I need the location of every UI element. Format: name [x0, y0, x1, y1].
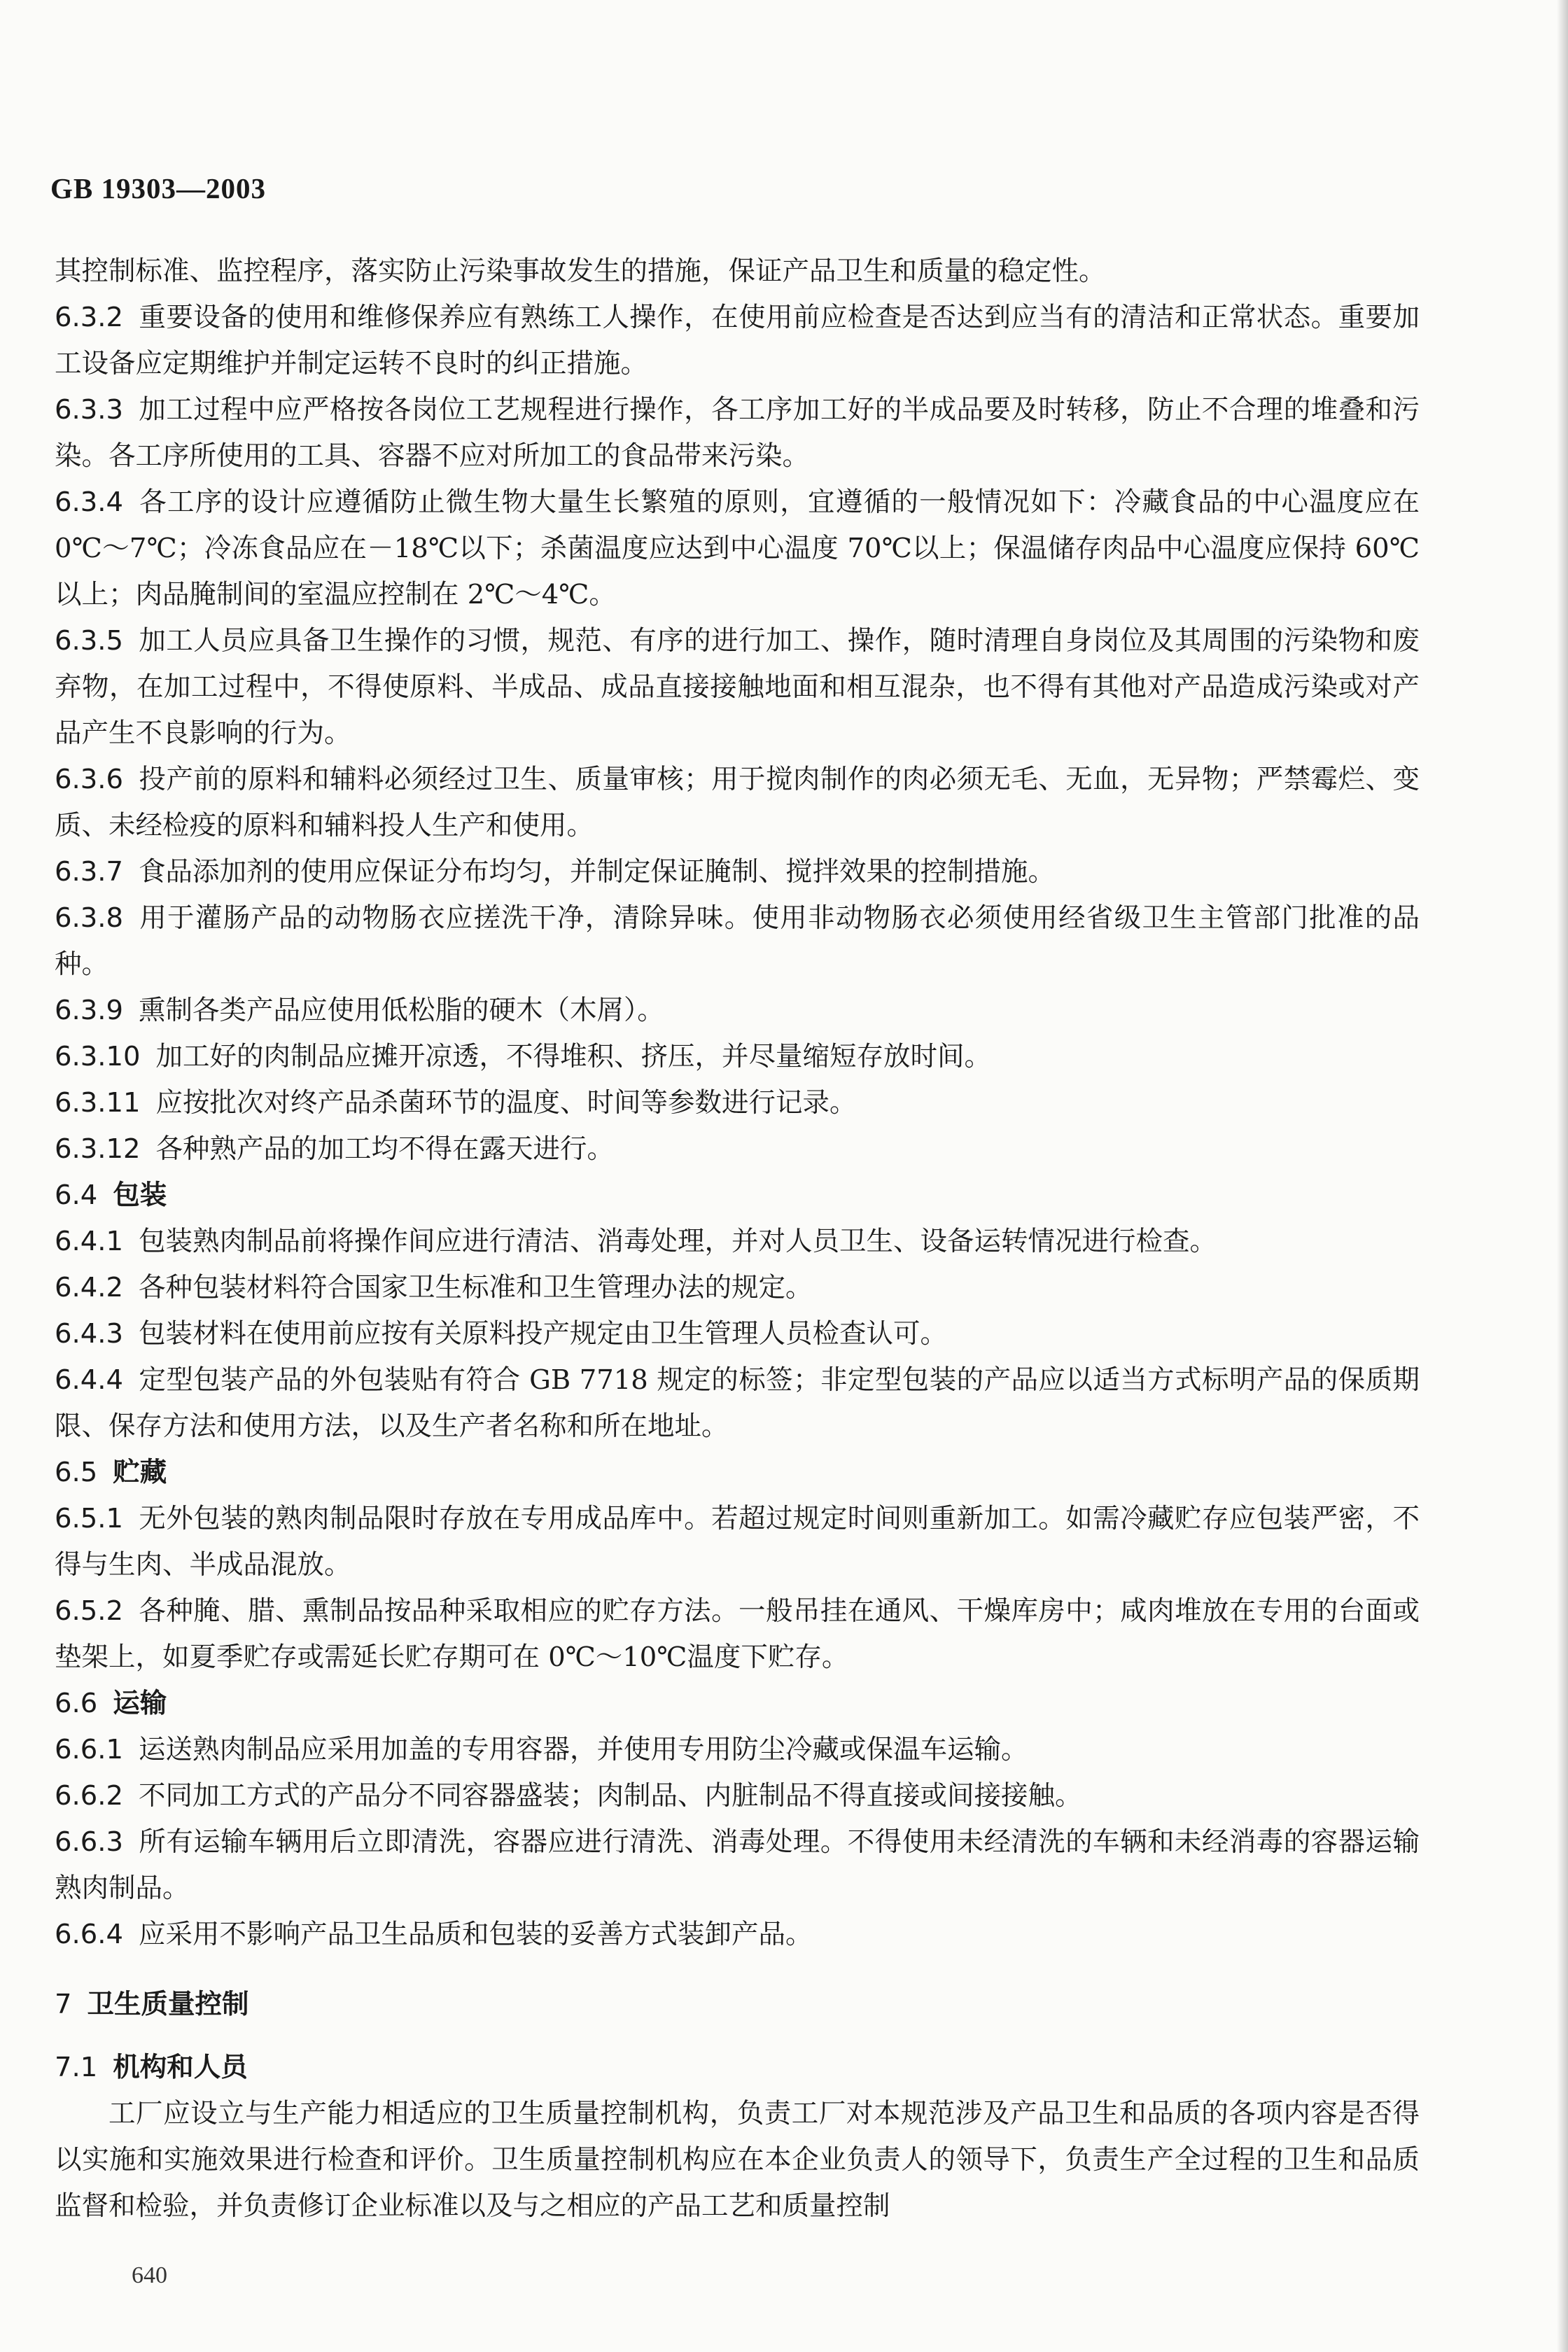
- clause-number: 6.3.12: [55, 1133, 141, 1165]
- clause-paragraph: [55, 618, 1420, 757]
- clause-number: 7.1: [55, 2052, 98, 2083]
- clause-number: 6.6.2: [55, 1780, 123, 1812]
- clause-text: 包装熟肉制品前将操作间应进行清洁、消毒处理，并对人员卫生、设备运转情况进行检查。: [138, 1226, 1217, 1257]
- clause-text: 不同加工方式的产品分不同容器盛装；肉制品、内脏制品不得直接或间接接触。: [138, 1780, 1082, 1812]
- clause-text: 用于灌肠产品的动物肠衣应搓洗干净，清除异味。使用非动物肠衣必须使用经省级卫生主管部门批准的品种。: [55, 902, 1420, 980]
- clause-number: 6.4: [55, 1180, 98, 1211]
- clause-number: 6.6.1: [55, 1734, 123, 1765]
- section-heading: [55, 1172, 1420, 1219]
- clause-paragraph: [55, 479, 1420, 618]
- clause-text: 包装材料在使用前应按有关原料投产规定由卫生管理人员检查认可。: [138, 1318, 947, 1350]
- clause-number: 6.3.7: [55, 856, 123, 888]
- clause-number: 6.3.10: [55, 1041, 141, 1072]
- clause-paragraph: [55, 1727, 1420, 1773]
- clause-number: 6.3.4: [55, 486, 123, 518]
- clause-text: 运送熟肉制品应采用加盖的专用容器，并使用专用防尘冷藏或保温车运输。: [138, 1734, 1028, 1765]
- clause-paragraph: [55, 988, 1420, 1034]
- clause-number: 6.6.3: [55, 1826, 123, 1858]
- clause-paragraph: [55, 1265, 1420, 1311]
- clause-text: 各种包装材料符合国家卫生标准和卫生管理办法的规定。: [138, 1272, 813, 1303]
- clause-paragraph: [55, 757, 1420, 849]
- clause-text: 包装: [113, 1180, 167, 1211]
- clause-text: 重要设备的使用和维修保养应有熟练工人操作，在使用前应检查是否达到应当有的清洁和正常状态。重要加工设备应定期维护并制定运转不良时的纠正措施。: [55, 302, 1420, 379]
- clause-text: 贮藏: [113, 1457, 167, 1488]
- clause-number: 6.4.2: [55, 1272, 123, 1303]
- body-paragraph: [55, 2091, 1420, 2230]
- clause-text: 运输: [113, 1688, 167, 1719]
- clause-text: 投产前的原料和辅料必须经过卫生、质量审核；用于搅肉制作的肉必须无毛、无血，无异物；严禁霉烂、变质、未经检疫的原料和辅料投人生产和使用。: [55, 764, 1420, 841]
- clause-number: 6.6.4: [55, 1919, 123, 1950]
- section-heading: [55, 1450, 1420, 1496]
- clause-number: 6.4.1: [55, 1226, 123, 1257]
- clause-number: 6.4.3: [55, 1318, 123, 1350]
- clause-text: 熏制各类产品应使用低松脂的硬木（木屑）。: [138, 995, 664, 1026]
- clause-number: 6.4.4: [55, 1364, 123, 1396]
- clause-text: 加工过程中应严格按各岗位工艺规程进行操作，各工序加工好的半成品要及时转移，防止不合理的堆叠和污染。各工序所使用的工具、容器不应对所加工的食品带来污染。: [55, 394, 1420, 472]
- clause-number: 7: [55, 1989, 72, 2020]
- clause-paragraph: [55, 1496, 1420, 1588]
- clause-number: 6.3.6: [55, 764, 123, 795]
- clause-paragraph: [55, 1080, 1420, 1126]
- clause-text: 定型包装产品的外包装贴有符合 GB 7718 规定的标签；非定型包装的产品应以适当方式标明产品的保质期限、保存方法和使用方法，以及生产者名称和所在地址。: [55, 1364, 1420, 1442]
- clause-paragraph: [55, 295, 1420, 387]
- clause-text: 卫生质量控制: [87, 1989, 249, 2020]
- clause-text: 其控制标准、监控程序，落实防止污染事故发生的措施，保证产品卫生和质量的稳定性。: [55, 255, 1106, 287]
- clause-paragraph: [55, 895, 1420, 988]
- clause-text: 应采用不影响产品卫生品质和包装的妥善方式装卸产品。: [138, 1919, 813, 1950]
- clause-paragraph: [55, 1819, 1420, 1912]
- clause-number: 6.3.3: [55, 394, 123, 426]
- clause-number: 6.3.11: [55, 1087, 141, 1119]
- clause-number: 6.6: [55, 1688, 98, 1719]
- clause-text: 各种腌、腊、熏制品按品种采取相应的贮存方法。一般吊挂在通风、干燥库房中；咸肉堆放在专用的台面或垫架上，如夏季贮存或需延长贮存期可在 0℃～10℃温度下贮存。: [55, 1595, 1420, 1673]
- page-number: 640: [132, 2262, 167, 2288]
- clause-text: 工厂应设立与生产能力相适应的卫生质量控制机构，负责工厂对本规范涉及产品卫生和品质的各项内容是否得以实施和实施效果进行检查和评价。卫生质量控制机构应在本企业负责人的领导下，负责生产全过程的卫生和品质监督和检验，并负责修订企业标准以及与之相应的产品工艺和质量控制: [55, 2098, 1420, 2222]
- clause-paragraph: [55, 1034, 1420, 1080]
- section-heading: [55, 1681, 1420, 1727]
- clause-paragraph: [55, 1357, 1420, 1450]
- clause-text: 无外包装的熟肉制品限时存放在专用成品库中。若超过规定时间则重新加工。如需冷藏贮存应包装严密，不得与生肉、半成品混放。: [55, 1503, 1420, 1581]
- clause-number: 6.5: [55, 1457, 98, 1488]
- clause-number: 6.3.9: [55, 995, 123, 1026]
- clause-text: 食品添加剂的使用应保证分布均匀，并制定保证腌制、搅拌效果的控制措施。: [138, 856, 1055, 888]
- clause-paragraph: [55, 1912, 1420, 1958]
- clause-paragraph: [55, 248, 1420, 295]
- standard-code: GB 19303—2003: [50, 172, 266, 204]
- clause-paragraph: [55, 849, 1420, 895]
- section-heading: [55, 2045, 1420, 2091]
- clause-paragraph: [55, 387, 1420, 479]
- clause-text: 各种熟产品的加工均不得在露天进行。: [155, 1133, 614, 1165]
- clause-text: 加工人员应具备卫生操作的习惯，规范、有序的进行加工、操作，随时清理自身岗位及其周围的污染物和废弃物，在加工过程中，不得使原料、半成品、成品直接接触地面和相互混杂，也不得有其他对产品造成污染或对产品产生不良影响的行为。: [55, 625, 1420, 749]
- clause-text: 加工好的肉制品应摊开凉透，不得堆积、挤压，并尽量缩短存放时间。: [155, 1041, 991, 1072]
- clause-number: 6.3.8: [55, 902, 123, 934]
- section-heading: [55, 1982, 1420, 2028]
- clause-text: 所有运输车辆用后立即清洗，容器应进行清洗、消毒处理。不得使用未经清洗的车辆和未经消毒的容器运输熟肉制品。: [55, 1826, 1420, 1904]
- clause-paragraph: [55, 1219, 1420, 1265]
- document-body: [55, 248, 1420, 2230]
- clause-paragraph: [55, 1588, 1420, 1681]
- clause-number: 6.3.2: [55, 302, 123, 333]
- clause-number: 6.3.5: [55, 625, 123, 657]
- clause-paragraph: [55, 1773, 1420, 1819]
- clause-number: 6.5.1: [55, 1503, 123, 1534]
- clause-paragraph: [55, 1126, 1420, 1172]
- clause-text: 各工序的设计应遵循防止微生物大量生长繁殖的原则，宜遵循的一般情况如下：冷藏食品的中心温度应在 0℃～7℃；冷冻食品应在－18℃以下；杀菌温度应达到中心温度 70℃以上；保温储存肉品中心温度应保持 60℃以上；肉品腌制间的室温应控制在 2℃～4℃。: [55, 486, 1420, 610]
- clause-text: 机构和人员: [113, 2052, 248, 2083]
- scan-edge-shadow: [1557, 0, 1568, 2352]
- clause-paragraph: [55, 1311, 1420, 1357]
- clause-text: 应按批次对终产品杀菌环节的温度、时间等参数进行记录。: [155, 1087, 857, 1119]
- clause-number: 6.5.2: [55, 1595, 123, 1627]
